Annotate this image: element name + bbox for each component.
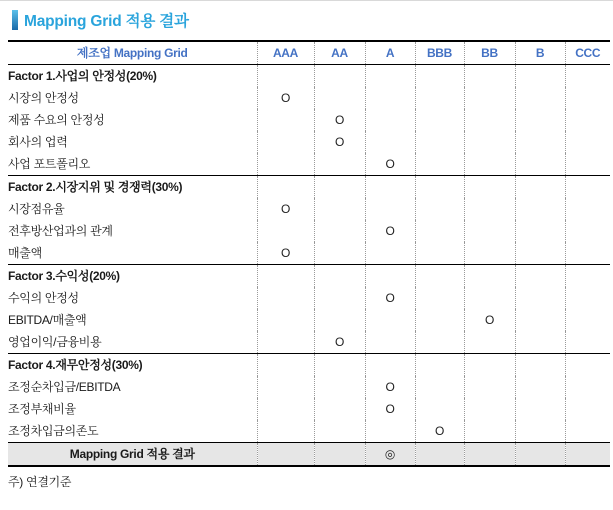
rating-cell-b: [515, 220, 565, 242]
rating-cell-b: [515, 176, 565, 199]
row-label: 시장점유율: [8, 202, 65, 216]
rating-cell-aaa: [257, 131, 314, 153]
rating-cell-aaa: [257, 420, 314, 443]
table-row: [8, 87, 610, 109]
mark-aa: O: [314, 131, 365, 153]
rating-cell-bbb: [415, 131, 464, 153]
rating-cell-aa: [314, 265, 365, 288]
rating-cell-bbb: [415, 198, 464, 220]
rating-cell-ccc: [565, 109, 610, 131]
rating-cell-a: [365, 242, 415, 265]
rating-cell-a: [365, 198, 415, 220]
result-row: [8, 443, 610, 467]
rating-cell-bbb: [415, 331, 464, 354]
rating-cell-aa: [314, 87, 365, 109]
mark-aaa: O: [257, 242, 314, 265]
rating-cell-ccc: [565, 176, 610, 199]
title-accent-bar-icon: [12, 10, 18, 30]
rating-cell-aaa: [257, 354, 314, 377]
table-row: [8, 376, 610, 398]
table-row: [8, 242, 610, 265]
rating-cell-bb: [464, 398, 515, 420]
row-label: Mapping Grid 적용 결과: [8, 443, 257, 467]
section-row: [8, 354, 610, 377]
row-label: 제품 수요의 안정성: [8, 113, 105, 127]
mark-a: ◎: [365, 443, 415, 467]
rating-cell-bb: [464, 153, 515, 176]
rating-cell-b: [515, 287, 565, 309]
rating-cell-ccc: [565, 87, 610, 109]
column-header-b: B: [515, 41, 565, 65]
rating-cell-ccc: [565, 265, 610, 288]
rating-cell-bb: [464, 198, 515, 220]
rating-cell-a: [365, 176, 415, 199]
rating-cell-a: [365, 420, 415, 443]
column-header-bbb: BBB: [415, 41, 464, 65]
rating-cell-aa: [314, 220, 365, 242]
rating-cell-aaa: [257, 65, 314, 88]
rating-cell-b: [515, 242, 565, 265]
rating-cell-aaa: [257, 176, 314, 199]
section-row: [8, 65, 610, 88]
rating-cell-b: [515, 309, 565, 331]
rating-cell-ccc: [565, 287, 610, 309]
rating-cell-ccc: [565, 420, 610, 443]
rating-cell-ccc: [565, 443, 610, 467]
rating-cell-a: [365, 65, 415, 88]
row-label: Factor 2.시장지위 및 경쟁력(30%): [8, 176, 257, 199]
rating-cell-bb: [464, 87, 515, 109]
rating-cell-bbb: [415, 220, 464, 242]
rating-cell-b: [515, 443, 565, 467]
rating-cell-ccc: [565, 198, 610, 220]
mark-aaa: O: [257, 198, 314, 220]
section-title-row: [12, 9, 613, 31]
rating-cell-bbb: [415, 443, 464, 467]
table-row: [8, 331, 610, 354]
rating-cell-b: [515, 376, 565, 398]
rating-cell-ccc: [565, 153, 610, 176]
rating-cell-bbb: [415, 87, 464, 109]
table-row: [8, 220, 610, 242]
row-label: 수익의 안정성: [8, 291, 79, 305]
rating-cell-bbb: [415, 265, 464, 288]
rating-cell-ccc: [565, 376, 610, 398]
row-label: 조정순차입금/EBITDA: [8, 380, 121, 394]
rating-cell-aa: [314, 420, 365, 443]
rating-cell-bbb: [415, 309, 464, 331]
rating-cell-ccc: [565, 354, 610, 377]
rating-cell-bb: [464, 354, 515, 377]
mark-bbb: O: [415, 420, 464, 443]
rating-cell-ccc: [565, 331, 610, 354]
mark-aa: O: [314, 109, 365, 131]
rating-cell-aaa: [257, 153, 314, 176]
row-label: 영업이익/금융비용: [8, 335, 102, 349]
row-label: 사업 포트폴리오: [8, 157, 91, 171]
rating-cell-b: [515, 109, 565, 131]
rating-cell-bb: [464, 265, 515, 288]
rating-cell-bbb: [415, 398, 464, 420]
rating-cell-bb: [464, 287, 515, 309]
mark-a: O: [365, 220, 415, 242]
rating-cell-b: [515, 153, 565, 176]
rating-cell-bb: [464, 376, 515, 398]
rating-cell-a: [365, 131, 415, 153]
rating-cell-b: [515, 198, 565, 220]
column-header-a: A: [365, 41, 415, 65]
table-header: [8, 41, 610, 65]
rating-cell-bbb: [415, 176, 464, 199]
rating-cell-a: [365, 309, 415, 331]
table-row: [8, 398, 610, 420]
rating-cell-aa: [314, 176, 365, 199]
rating-cell-aa: [314, 354, 365, 377]
rating-cell-b: [515, 87, 565, 109]
table-header-row: [8, 41, 610, 65]
rating-cell-bb: [464, 220, 515, 242]
rating-cell-ccc: [565, 309, 610, 331]
table-row: [8, 420, 610, 443]
rating-cell-b: [515, 65, 565, 88]
row-label: EBITDA/매출액: [8, 313, 87, 327]
table-row: [8, 153, 610, 176]
mark-a: O: [365, 153, 415, 176]
rating-cell-ccc: [565, 220, 610, 242]
rating-cell-aa: [314, 398, 365, 420]
table-row: [8, 198, 610, 220]
row-label: 시장의 안정성: [8, 91, 79, 105]
rating-cell-b: [515, 398, 565, 420]
rating-cell-bbb: [415, 242, 464, 265]
rating-cell-aa: [314, 198, 365, 220]
row-label: 전후방산업과의 관계: [8, 224, 113, 238]
mark-aaa: O: [257, 87, 314, 109]
rating-cell-aaa: [257, 443, 314, 467]
rating-cell-bb: [464, 109, 515, 131]
rating-cell-a: [365, 331, 415, 354]
table-row: [8, 109, 610, 131]
rating-cell-bbb: [415, 287, 464, 309]
row-label: Factor 4.재무안정성(30%): [8, 354, 257, 377]
rating-cell-aa: [314, 242, 365, 265]
rating-cell-bb: [464, 242, 515, 265]
rating-cell-aaa: [257, 376, 314, 398]
rating-cell-a: [365, 109, 415, 131]
rating-cell-bbb: [415, 65, 464, 88]
column-header-bb: BB: [464, 41, 515, 65]
rating-cell-b: [515, 331, 565, 354]
rating-cell-aaa: [257, 309, 314, 331]
rating-cell-bbb: [415, 354, 464, 377]
rating-cell-aa: [314, 65, 365, 88]
rating-cell-b: [515, 131, 565, 153]
rating-cell-aaa: [257, 220, 314, 242]
section-row: [8, 265, 610, 288]
row-label: 회사의 업력: [8, 135, 68, 149]
row-label: Factor 1.사업의 안정성(20%): [8, 65, 257, 88]
footnote: 주) 연결기준: [8, 475, 72, 489]
mark-a: O: [365, 398, 415, 420]
rating-cell-ccc: [565, 131, 610, 153]
rating-cell-bb: [464, 331, 515, 354]
mark-a: O: [365, 376, 415, 398]
rating-cell-aa: [314, 376, 365, 398]
rating-cell-bbb: [415, 109, 464, 131]
rating-cell-ccc: [565, 398, 610, 420]
column-header-aaa: AAA: [257, 41, 314, 65]
rating-cell-a: [365, 265, 415, 288]
rating-cell-aa: [314, 309, 365, 331]
table-header-label: 제조업 Mapping Grid: [8, 41, 257, 65]
page-title: Mapping Grid 적용 결과: [24, 13, 189, 30]
rating-cell-bbb: [415, 153, 464, 176]
rating-cell-aa: [314, 443, 365, 467]
mapping-grid-table: [8, 40, 610, 467]
rating-cell-aaa: [257, 265, 314, 288]
rating-cell-aa: [314, 287, 365, 309]
rating-cell-b: [515, 265, 565, 288]
rating-cell-aaa: [257, 398, 314, 420]
row-label: Factor 3.수익성(20%): [8, 265, 257, 288]
rating-cell-bb: [464, 420, 515, 443]
mark-bb: O: [464, 309, 515, 331]
column-header-ccc: CCC: [565, 41, 610, 65]
rating-cell-aaa: [257, 109, 314, 131]
rating-cell-aa: [314, 153, 365, 176]
table-row: [8, 287, 610, 309]
mark-a: O: [365, 287, 415, 309]
table-body: [8, 65, 610, 467]
rating-cell-bb: [464, 443, 515, 467]
section-row: [8, 176, 610, 199]
rating-cell-bbb: [415, 376, 464, 398]
row-label: 매출액: [8, 246, 42, 260]
rating-cell-aaa: [257, 331, 314, 354]
row-label: 조정차입금의존도: [8, 424, 99, 438]
rating-cell-bb: [464, 176, 515, 199]
rating-cell-aaa: [257, 287, 314, 309]
rating-cell-b: [515, 354, 565, 377]
row-label: 조정부채비율: [8, 402, 76, 416]
page-top-divider: [0, 0, 613, 1]
rating-cell-b: [515, 420, 565, 443]
rating-cell-bb: [464, 65, 515, 88]
rating-cell-bb: [464, 131, 515, 153]
rating-cell-a: [365, 87, 415, 109]
table-row: [8, 131, 610, 153]
rating-cell-a: [365, 354, 415, 377]
column-header-aa: AA: [314, 41, 365, 65]
rating-cell-ccc: [565, 65, 610, 88]
table-row: [8, 309, 610, 331]
mark-aa: O: [314, 331, 365, 354]
rating-cell-ccc: [565, 242, 610, 265]
